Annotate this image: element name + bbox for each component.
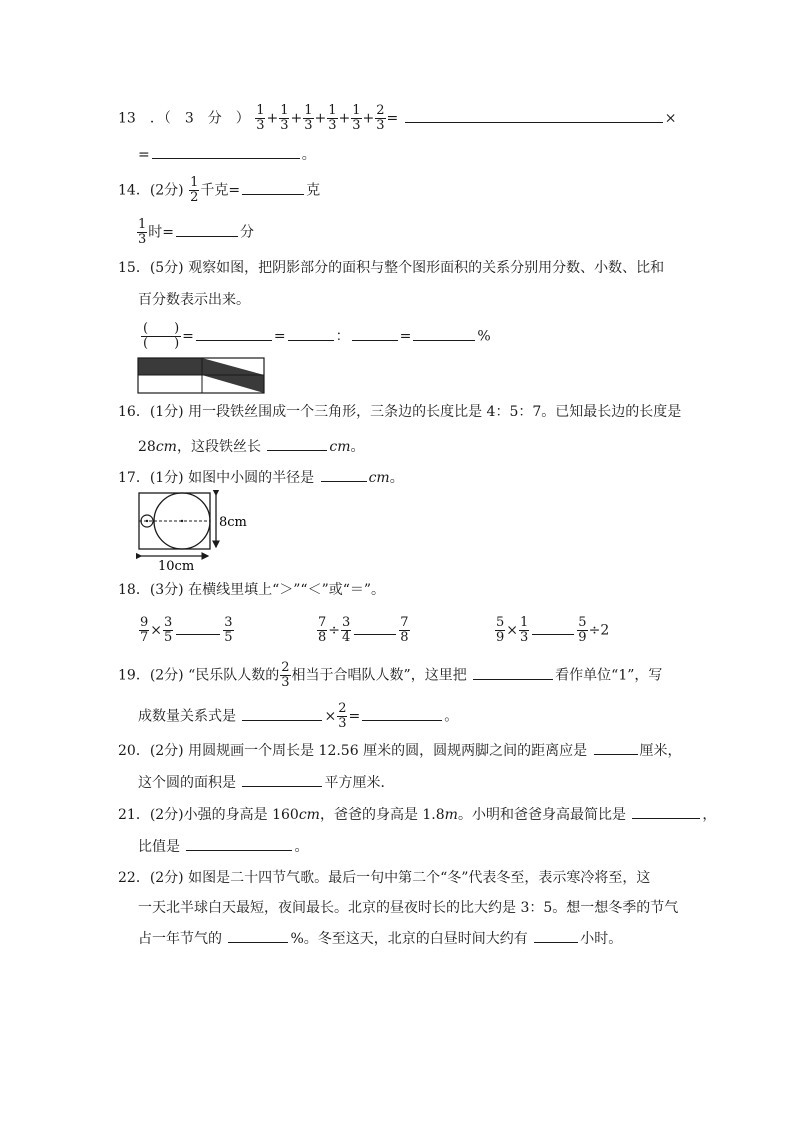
- q13-frac-3: $\frac{1}{3}$: [304, 103, 313, 133]
- q14-line1: 14．(2分) $\frac{1}{2}$ 千克= 克: [118, 175, 321, 205]
- q15-blank-ratio-b[interactable]: [352, 326, 398, 341]
- q14-answer-blank-1[interactable]: [242, 180, 304, 195]
- q13-frac-6: $\frac{2}{3}$: [376, 103, 385, 133]
- q20-blank-area[interactable]: [242, 772, 322, 787]
- q15-line1: 15．(5分) 观察如图，把阴影部分的面积与整个图形面积的关系分别用分数、小数、比和: [118, 260, 665, 276]
- q17-circle-figure: [136, 490, 248, 570]
- q19-frac: $\frac{2}{3}$: [281, 660, 290, 690]
- q22-line3: 占一年节气的 %。冬至这天，北京的白昼时间大约有 小时。: [138, 928, 622, 949]
- q22-line1: 22．(2分) 如图是二十四节气歌。最后一句中第二个“冬”代表冬至，表示寒冷将至，这: [118, 870, 651, 886]
- q15-blank-ratio-a[interactable]: [288, 326, 334, 341]
- q16-answer-blank[interactable]: [267, 436, 327, 451]
- q18-item-c: $\frac{5}{9}$ × $\frac{1}{3}$ $\frac{5}{9}$ ÷2: [496, 615, 610, 645]
- q15-blank-decimal[interactable]: [196, 326, 272, 341]
- q22-line2: 一天北半球白天最短，夜间最长。北京的昼夜时长的比大约是 3：5。想一想冬季的节气: [138, 900, 679, 916]
- q19-blank-a[interactable]: [242, 706, 322, 721]
- q19-line1: 19．(2分) “民乐队人数的 $\frac{2}{3}$ 相当于合唱队人数”，这里把 看作单位“1”，写: [118, 660, 663, 690]
- q13-answer-blank-2[interactable]: [152, 144, 300, 159]
- q18-line1: 18．(3分) 在横线里填上“＞”“＜”或“＝”。: [118, 582, 386, 598]
- q13-frac-2: $\frac{1}{3}$: [280, 103, 289, 133]
- q15-blank-percent[interactable]: [413, 326, 475, 341]
- q21-line2: 比值是 。: [138, 836, 308, 857]
- q14-line2: $\frac{1}{3}$ 时= 分: [138, 217, 255, 247]
- q17-label-width: 10cm: [158, 559, 195, 570]
- q20-line2: 这个圆的面积是 平方厘米．: [138, 772, 394, 793]
- q14-answer-blank-2[interactable]: [176, 222, 238, 237]
- q22-blank-hours[interactable]: [534, 928, 578, 943]
- q16-line1: 16．(1分) 用一段铁丝围成一个三角形，三条边的长度比是 4：5：7。已知最长边的长度是: [118, 404, 682, 420]
- q15-paren-fraction: $\frac{( )}{( )}$: [143, 321, 180, 351]
- q15-line3: $\frac{( )}{( )}$ = = ： = %: [143, 321, 491, 351]
- q13-frac-4: $\frac{1}{3}$: [328, 103, 337, 133]
- q16-line2: 28cm，这段铁丝长 cm。: [138, 436, 365, 457]
- q18-blank-b[interactable]: [354, 620, 396, 635]
- q17-line1: 17．(1分) 如图中小圆的半径是 cm。: [118, 467, 404, 488]
- q14-frac-1: $\frac{1}{2}$: [190, 175, 199, 205]
- q13-frac-5: $\frac{1}{3}$: [352, 103, 361, 133]
- q15-shaded-rect: [138, 358, 202, 375]
- q22-blank-percent[interactable]: [228, 928, 288, 943]
- q18-item-b: $\frac{7}{8}$ ÷ $\frac{3}{4}$ $\frac{7}{8}$: [318, 615, 409, 645]
- q14-frac-2: $\frac{1}{3}$: [138, 217, 147, 247]
- q18-blank-c[interactable]: [532, 620, 574, 635]
- q17-answer-blank[interactable]: [321, 467, 367, 482]
- q20-blank-radius[interactable]: [594, 740, 638, 755]
- q15-shaded-figure: [137, 357, 266, 394]
- q19-blank-b[interactable]: [362, 706, 442, 721]
- q21-blank-ratio[interactable]: [632, 804, 700, 819]
- q13-line2: = 。: [138, 144, 316, 165]
- q17-label-height: 8cm: [219, 515, 247, 530]
- q19-blank-unit[interactable]: [473, 665, 553, 680]
- q13-prefix: 13 ．（ 3 分 ）: [118, 110, 250, 127]
- q13-answer-blank-1[interactable]: [405, 108, 663, 123]
- q18-blank-a[interactable]: [176, 620, 220, 635]
- q19-line2: 成数量关系式是 × $\frac{2}{3}$ = 。: [138, 701, 459, 731]
- q20-line1: 20．(2分) 用圆规画一个周长是 12.56 厘米的圆，圆规两脚之间的距离应是 厘米，: [118, 740, 682, 761]
- q18-item-a: $\frac{9}{7}$ × $\frac{3}{5}$ $\frac{3}{5}$: [140, 615, 233, 645]
- q15-line2: 百分数表示出来。: [138, 292, 250, 308]
- q13-frac-1: $\frac{1}{3}$: [256, 103, 265, 133]
- q13-line1: 13 ．（ 3 分 ） $\frac{1}{3}$ + $\frac{1}{3}$ + $\frac{1}{3}$ + $\frac{1}{3}$ + $\frac{1}{3}$ + $\frac{2}{3}$ = ×: [118, 103, 677, 133]
- q21-line1: 21．(2分)小强的身高是 160cm，爸爸的身高是 1.8m。小明和爸爸身高最简比是 ，: [118, 804, 716, 825]
- q21-blank-value[interactable]: [186, 836, 292, 851]
